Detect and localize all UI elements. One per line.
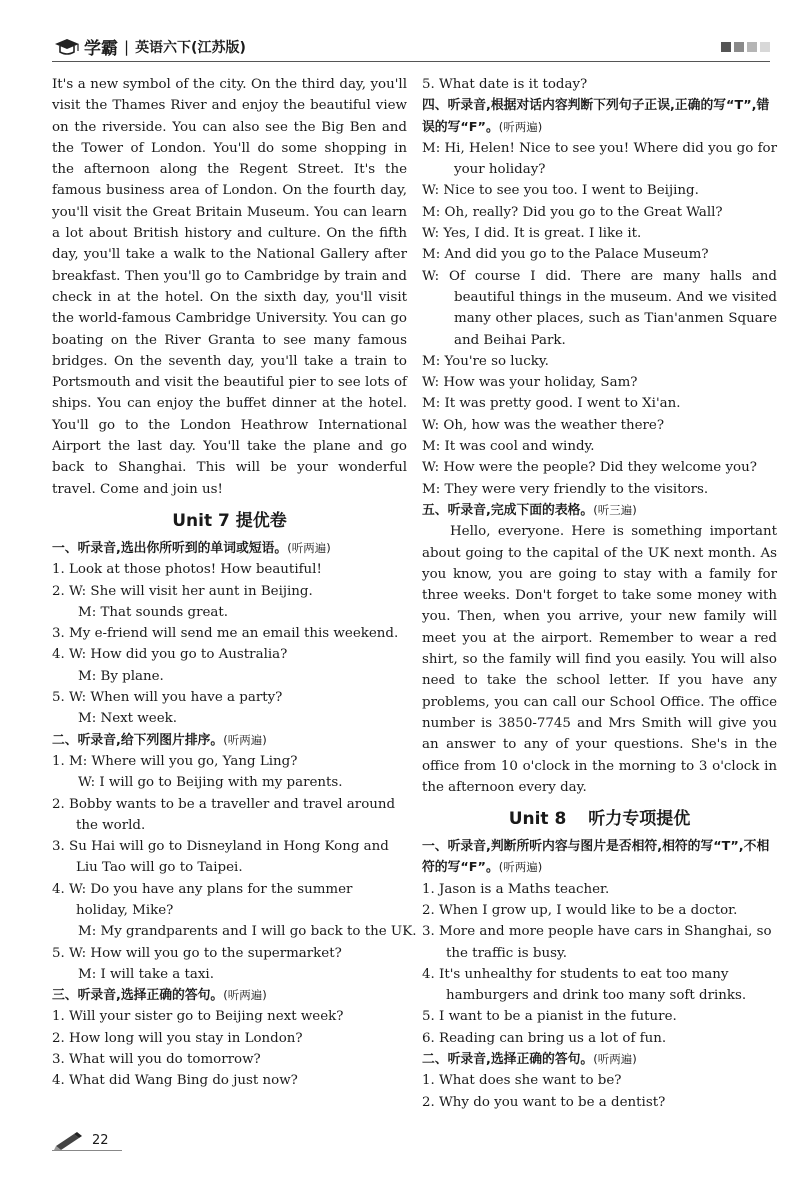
unit7-title: Unit 7 提优卷 <box>172 510 287 531</box>
section-heading-text: 二、听录音,给下列图片排序。 <box>52 732 224 748</box>
decor-square <box>721 42 731 52</box>
section-heading-text: 一、听录音,判断所听内容与图片是否相符,相符的写“T”,不相符的写“F”。 <box>422 839 770 876</box>
list-item: M: That sounds great. <box>78 604 229 620</box>
list-item: 4. W: Do you have any plans for the summer holiday, Mike? <box>52 881 353 918</box>
announcement-paragraph: Hello, everyone. Here is something important about going to the capital of the UK next month. As you know, you are going to stay with a family for three weeks. Don't forget to take some money with you. Then, when you arrive, your new family will meet you at the airport. Remember to wear a red shirt, so the family will find you easily. You will also need to take the school letter. If you have any problems, you can call our School Office. The office number is 3850-7745 and Mrs Smith will give you an answer to any of your questions. She's in the office from 10 o'clock in the morning to 3 o'clock in the afternoon every day. <box>422 524 777 795</box>
listen-times-note: (听两遍) <box>287 540 331 555</box>
header-decoration-squares <box>721 42 770 52</box>
section-heading <box>422 1049 777 1070</box>
list-item: 5. What date is it today? <box>422 77 588 92</box>
decor-square <box>760 42 770 52</box>
section-heading <box>422 500 777 521</box>
dialogue-line: M: Oh, really? Did you go to the Great Wall? <box>422 204 723 220</box>
left-column <box>52 74 417 1092</box>
unit8-title <box>422 808 777 830</box>
list-item: 3. More and more people have cars in Shanghai, so the traffic is busy. <box>422 924 772 961</box>
brand <box>52 34 246 59</box>
listen-times-note: (听两遍) <box>498 119 543 134</box>
section-heading <box>422 836 777 879</box>
dialogue-line: M: And did you go to the Palace Museum? <box>422 247 709 263</box>
listen-times-note: (听两遍) <box>223 732 267 747</box>
list-item: 1. What does she want to be? <box>422 1073 622 1089</box>
section-heading-text: 一、听录音,选出你所听到的单词或短语。 <box>52 540 288 556</box>
dialogue-line: W: Nice to see you too. I went to Beijing. <box>422 183 699 199</box>
section-heading-text: 三、听录音,选择正确的答句。 <box>52 988 224 1004</box>
list-item: 2. How long will you stay in London? <box>52 1030 303 1046</box>
decor-square <box>747 42 757 52</box>
dialogue-line: W: Of course I did. There are many halls and beautiful things in the museum. And we visited many other places, such as Tian'anmen Square and Beihai Park. <box>422 268 777 348</box>
unit8-title-number: Unit 8 <box>508 809 567 830</box>
section-heading-text: 二、听录音,选择正确的答句。 <box>422 1052 594 1068</box>
section-list <box>52 559 407 729</box>
list-item: 3. Su Hai will go to Disneyland in Hong Kong and Liu Tao will go to Taipei. <box>52 839 389 876</box>
list-item: W: I will go to Beijing with my parents. <box>78 775 343 791</box>
list-item: 6. Reading can bring us a lot of fun. <box>422 1030 667 1046</box>
graduation-cap-logo-icon <box>52 35 82 59</box>
header-divider <box>52 61 770 62</box>
brand-name: 学霸 <box>84 39 118 59</box>
list-item: 1. M: Where will you go, Yang Ling? <box>52 753 298 769</box>
page-number: 22 <box>92 1132 109 1148</box>
pencil-icon <box>52 1130 86 1150</box>
decor-square <box>734 42 744 52</box>
list-item: M: My grandparents and I will go back to the UK. <box>78 924 417 940</box>
dialogue-line: M: Hi, Helen! Nice to see you! Where did you go for your holiday? <box>422 140 777 178</box>
right-column <box>422 74 777 1113</box>
list-item: 2. Bobby wants to be a traveller and travel around the world. <box>52 796 396 833</box>
section-list <box>52 751 417 985</box>
list-item: M: Next week. <box>78 711 177 727</box>
dialogue-line: M: You're so lucky. <box>422 353 549 369</box>
book-title: 英语六下(江苏版) <box>135 39 246 56</box>
section-list <box>52 1006 407 1091</box>
section-list <box>422 1070 777 1113</box>
section-heading-text: 四、听录音,根据对话内容判断下列句子正误,正确的写“T”,错误的写“F”。 <box>422 98 770 135</box>
list-item: 3. My e-friend will send me an email this weekend. <box>52 626 399 642</box>
list-item: 1. Look at those photos! How beautiful! <box>52 562 322 578</box>
section-heading <box>52 985 407 1006</box>
brand-separator: | <box>124 37 130 56</box>
section-list <box>422 879 777 1049</box>
listen-times-note: (听两遍) <box>223 988 267 1003</box>
list-item: 4. It's unhealthy for students to eat too many hamburgers and drink too many soft drinks. <box>422 966 747 1004</box>
list-item: 1. Will your sister go to Beijing next week? <box>52 1009 344 1025</box>
list-item: M: By plane. <box>78 668 164 684</box>
section-heading <box>52 730 407 751</box>
list-item: M: I will take a taxi. <box>78 966 214 982</box>
listen-times-note: (听两遍) <box>498 860 543 875</box>
dialogue-line: W: Oh, how was the weather there? <box>422 417 665 433</box>
dialogue-line: M: It was pretty good. I went to Xi'an. <box>422 396 681 412</box>
dialogue-line: W: Yes, I did. It is great. I like it. <box>422 226 642 242</box>
dialogue-line: M: It was cool and windy. <box>422 439 595 455</box>
list-item: 1. Jason is a Maths teacher. <box>422 881 610 897</box>
unit8-title-text: 听力专项提优 <box>588 809 691 830</box>
listen-times-note: (听三遍) <box>593 502 637 517</box>
section-heading-text: 五、听录音,完成下面的表格。 <box>422 502 594 518</box>
listen-times-note: (听两遍) <box>593 1052 637 1067</box>
list-item: 2. When I grow up, I would like to be a doctor. <box>422 902 738 918</box>
list-item: 4. What did Wang Bing do just now? <box>52 1073 298 1089</box>
page-header <box>52 34 770 60</box>
list-item: 5. W: How will you go to the supermarket? <box>52 945 342 961</box>
footer-divider <box>52 1150 122 1151</box>
list-item: 2. Why do you want to be a dentist? <box>422 1094 666 1110</box>
dialogue-line: M: They were very friendly to the visitors. <box>422 481 709 497</box>
list-item: 2. W: She will visit her aunt in Beijing. <box>52 583 313 599</box>
page-footer <box>52 1130 109 1150</box>
list-item: 3. What will you do tomorrow? <box>52 1052 261 1068</box>
dialogue-line: W: How was your holiday, Sam? <box>422 375 638 391</box>
section-heading <box>422 95 777 138</box>
dialogue-line: W: How were the people? Did they welcome you? <box>422 460 757 476</box>
section-heading <box>52 538 407 559</box>
dialogue-list <box>422 138 777 500</box>
travel-paragraph: It's a new symbol of the city. On the third day, you'll visit the Thames River and enjoy the beautiful view on the riverside. You can also see the Big Ben and the Tower of London. You'll do some shopping in the afternoon along the Regent Street. It's the famous business area of London. On the fourth day, you'll visit the Great Britain Museum. You can learn a lot about British history and culture. On the fifth day, you'll take a walk to the National Gallery after breakfast. Then you'll go to Cambridge by train and check in at the hotel. On the sixth day, you'll visit the world-famous Cambridge University. You can go boating on the River Granta to see many famous bridges. On the seventh day, you'll take a train to Portsmouth and visit the beautiful pier to see lots of ships. You can enjoy the buffet dinner at the hotel. You'll go to the London Heathrow International Airport the last day. You'll take the plane and go back to Shanghai. This will be your wonderful travel. Come and join us! <box>52 77 407 497</box>
list-item: 5. I want to be a pianist in the future. <box>422 1009 677 1025</box>
list-item: 4. W: How did you go to Australia? <box>52 647 288 663</box>
list-item: 5. W: When will you have a party? <box>52 690 283 706</box>
